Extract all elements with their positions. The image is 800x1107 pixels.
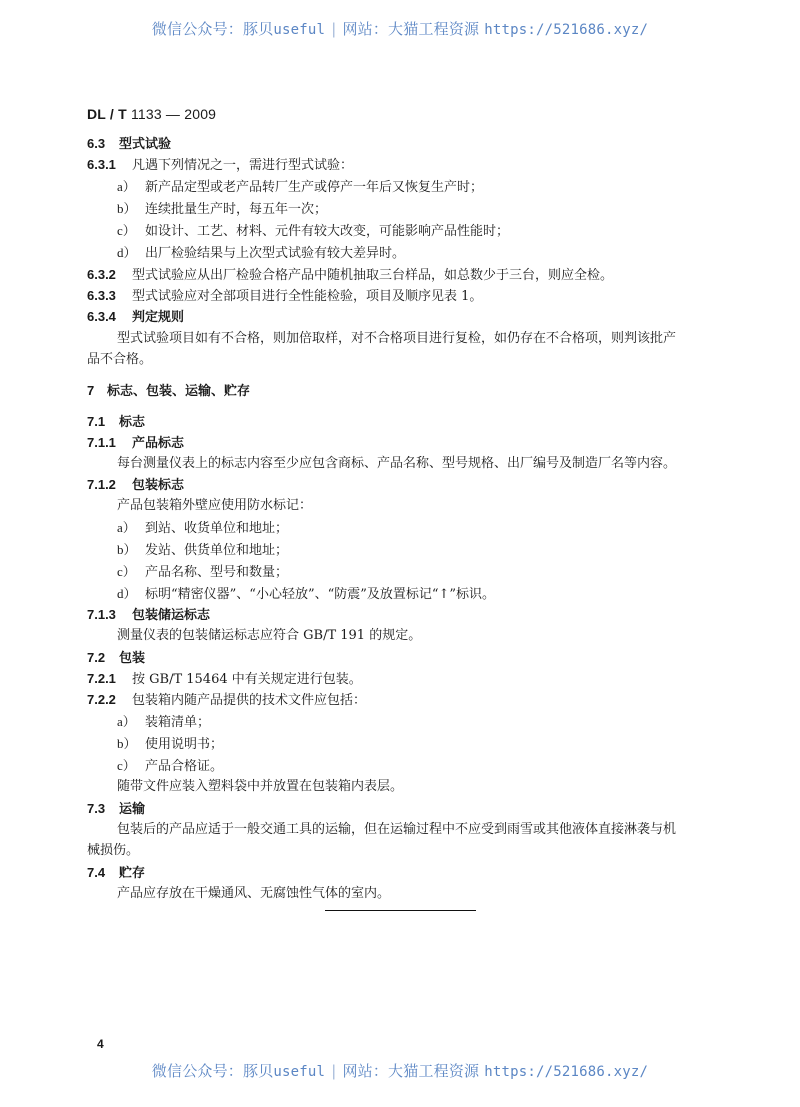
watermark-url[interactable]: https://521686.xyz/: [484, 1064, 649, 1080]
paragraph: 每台测量仪表上的标志内容至少应包含商标、产品名称、型号规格、出厂编号及制造厂名等内容。: [117, 456, 677, 471]
section-heading-7-4: [87, 863, 145, 883]
list-item-label: b）: [117, 736, 137, 751]
section-title: 包装: [119, 651, 146, 666]
list-item-label: a）: [117, 520, 136, 535]
doc-code-number: 1133 — 2009: [130, 106, 217, 122]
list-item: [117, 518, 288, 538]
watermark-site-label: 网站：大猫工程资源: [342, 20, 480, 38]
watermark-url[interactable]: https://521686.xyz/: [484, 22, 649, 38]
doc-code-prefix: DL / T: [87, 106, 127, 122]
paragraph-line: 型式试验项目如有不合格，则加倍取样，对不合格项目进行复检，如仍存在不合格项，则判该批产: [117, 331, 677, 346]
clause-number: 7.1.3: [87, 607, 116, 622]
watermark-brand: useful: [273, 1064, 326, 1080]
clause-title: 判定规则: [132, 310, 185, 325]
page-number: 4: [97, 1037, 104, 1051]
section-number: 7.1: [87, 414, 106, 429]
list-item-label: d）: [117, 245, 137, 260]
clause-text: 按 GB/T 15464 中有关规定进行包装。: [132, 672, 362, 687]
watermark-top: [0, 18, 800, 39]
end-of-document-rule: [325, 910, 476, 911]
clause-heading-7-1-3: [87, 605, 210, 625]
section-number: 7.4: [87, 865, 106, 880]
section-title: 贮存: [119, 866, 146, 881]
clause-6-3-2: [87, 265, 613, 285]
watermark-prefix: 微信公众号：豚贝: [151, 1062, 274, 1080]
section-heading-7-3: [87, 799, 145, 819]
clause-7-2-2: [87, 690, 366, 710]
list-item-text: 如设计、工艺、材料、元件有较大改变，可能影响产品性能时；: [145, 224, 510, 239]
list-item-label: b）: [117, 201, 137, 216]
list-item-label: c）: [117, 758, 136, 773]
section-number: 7.2: [87, 650, 106, 665]
paragraph-line: 械损伤。: [87, 843, 140, 858]
list-item: [117, 584, 495, 604]
chapter-title: 标志、包装、运输、贮存: [107, 384, 251, 399]
list-item-label: c）: [117, 223, 136, 238]
watermark-prefix: 微信公众号：豚贝: [151, 20, 274, 38]
list-item-text: 到站、收货单位和地址；: [145, 521, 289, 536]
section-number: 6.3: [87, 136, 106, 151]
clause-number: 7.1.1: [87, 435, 116, 450]
section-number: 7.3: [87, 801, 106, 816]
clause-heading-6-3-4: [87, 307, 184, 327]
list-item-text: 产品合格证。: [145, 759, 224, 774]
list-item-label: b）: [117, 542, 137, 557]
list-item: [117, 734, 223, 754]
paragraph: 产品包装箱外壁应使用防水标记：: [117, 498, 313, 513]
clause-6-3-3: [87, 286, 482, 306]
list-item-label: d）: [117, 586, 137, 601]
clause-title: 包装标志: [132, 478, 185, 493]
clause-7-2-1: [87, 669, 362, 689]
list-item: [117, 177, 483, 197]
list-item-label: a）: [117, 714, 136, 729]
section-title: 型式试验: [119, 137, 172, 152]
list-item: [117, 243, 405, 263]
list-item: [117, 712, 210, 732]
chapter-heading-7: [87, 381, 250, 401]
watermark-separator: |: [331, 1062, 337, 1080]
document-code: [87, 106, 216, 122]
clause-number: 7.2.2: [87, 692, 116, 707]
list-item-text: 标明“精密仪器”、“小心轻放”、“防震”及放置标记“↑”标识。: [145, 587, 496, 602]
clause-heading-7-1-2: [87, 475, 184, 495]
list-item-text: 装箱清单；: [145, 715, 211, 730]
watermark-bottom: [0, 1060, 800, 1081]
clause-number: 7.1.2: [87, 477, 116, 492]
clause-number: 6.3.2: [87, 267, 116, 282]
clause-6-3-1: [87, 155, 353, 175]
clause-number: 6.3.3: [87, 288, 116, 303]
list-item: [117, 756, 223, 776]
clause-text: 型式试验应从出厂检验合格产品中随机抽取三台样品，如总数少于三台，则应全检。: [132, 268, 614, 283]
list-item-text: 连续批量生产时，每五年一次；: [145, 202, 328, 217]
list-item-text: 出厂检验结果与上次型式试验有较大差异时。: [145, 246, 406, 261]
section-title: 运输: [119, 802, 146, 817]
paragraph: 产品应存放在干燥通风、无腐蚀性气体的室内。: [117, 886, 391, 901]
section-heading-6-3: [87, 134, 171, 154]
watermark-separator: |: [331, 20, 337, 38]
watermark-brand: useful: [273, 22, 326, 38]
clause-number: 6.3.1: [87, 157, 116, 172]
list-item-label: c）: [117, 564, 136, 579]
clause-title: 包装储运标志: [132, 608, 211, 623]
section-title: 标志: [119, 415, 146, 430]
clause-text: 包装箱内随产品提供的技术文件应包括：: [132, 693, 367, 708]
chapter-number: 7: [87, 383, 95, 398]
list-item-text: 产品名称、型号和数量；: [145, 565, 289, 580]
section-heading-7-2: [87, 648, 145, 668]
list-item: [117, 221, 509, 241]
clause-title: 产品标志: [132, 436, 185, 451]
paragraph: 测量仪表的包装储运标志应符合 GB/T 191 的规定。: [117, 628, 422, 643]
clause-text: 型式试验应对全部项目进行全性能检验，项目及顺序见表 1。: [132, 289, 483, 304]
clause-heading-7-1-1: [87, 433, 184, 453]
list-item-text: 新产品定型或老产品转厂生产或停产一年后又恢复生产时；: [145, 180, 484, 195]
section-heading-7-1: [87, 412, 145, 432]
clause-number: 7.2.1: [87, 671, 116, 686]
clause-number: 6.3.4: [87, 309, 116, 324]
paragraph: 随带文件应装入塑料袋中并放置在包装箱内表层。: [117, 779, 404, 794]
watermark-site-label: 网站：大猫工程资源: [342, 1062, 480, 1080]
list-item-text: 使用说明书；: [145, 737, 224, 752]
paragraph-line: 包装后的产品应适于一般交通工具的运输，但在运输过程中不应受到雨雪或其他液体直接淋袭与机: [117, 822, 677, 837]
list-item: [117, 562, 288, 582]
list-item: [117, 540, 288, 560]
list-item-text: 发站、供货单位和地址；: [145, 543, 289, 558]
paragraph-line: 品不合格。: [87, 352, 153, 367]
list-item: [117, 199, 327, 219]
clause-text: 凡遇下列情况之一，需进行型式试验：: [132, 158, 354, 173]
list-item-label: a）: [117, 179, 136, 194]
